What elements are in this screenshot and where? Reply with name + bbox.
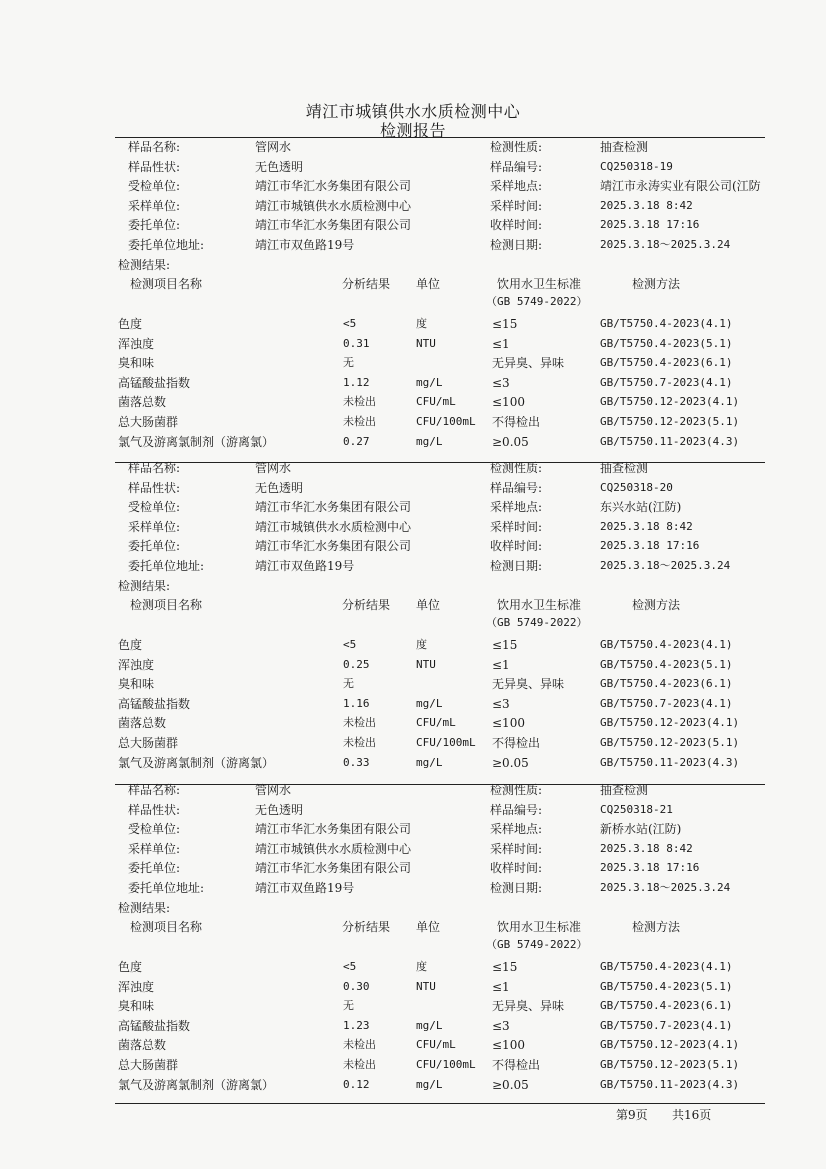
row-method: GB/T5750.11-2023(4.3) — [600, 756, 740, 769]
label-sampling-unit: 采样单位: — [128, 199, 181, 213]
row-unit: mg/L — [416, 376, 443, 389]
value-sampling-time: 2025.3.18 8:42 — [600, 520, 693, 533]
value-sample-no: CQ250318-20 — [600, 481, 673, 494]
row-result: 未检出 — [343, 1038, 376, 1051]
row-method: GB/T5750.4-2023(5.1) — [600, 980, 733, 993]
row-method: GB/T5750.4-2023(6.1) — [600, 999, 733, 1012]
row-unit: CFU/mL — [416, 716, 456, 729]
row-standard: ≥0.05 — [492, 1078, 529, 1092]
row-unit: mg/L — [416, 1019, 443, 1032]
row-standard: ≥0.05 — [492, 435, 529, 449]
label-inspected-unit: 受检单位: — [128, 500, 181, 514]
row-result: 1.23 — [343, 1019, 370, 1032]
label-sampling-site: 采样地点: — [490, 822, 543, 836]
row-result: 0.12 — [343, 1078, 370, 1091]
value-test-type: 抽查检测 — [600, 783, 649, 797]
label-sample-state: 样品性状: — [128, 481, 181, 495]
row-unit: CFU/100mL — [416, 736, 476, 749]
value-test-date: 2025.3.18～2025.3.24 — [600, 559, 731, 572]
row-standard: ≤15 — [492, 960, 518, 974]
row-result: <5 — [343, 960, 357, 973]
label-test-date: 检测日期: — [490, 238, 543, 252]
row-item: 浑浊度 — [118, 658, 155, 672]
row-result: 无 — [343, 999, 354, 1012]
col-header-std: 饮用水卫生标准 — [497, 598, 582, 612]
col-header-unit: 单位 — [416, 920, 441, 934]
value-sample-name: 管网水 — [255, 140, 292, 154]
value-sample-state: 无色透明 — [255, 481, 304, 495]
row-result: 1.16 — [343, 697, 370, 710]
label-commission-address: 委托单位地址: — [128, 559, 205, 573]
label-sample-no: 样品编号: — [490, 160, 543, 174]
row-standard: ≤1 — [492, 980, 510, 994]
row-unit: 度 — [416, 638, 427, 651]
label-commission-unit: 委托单位: — [128, 539, 181, 553]
results-label: 检测结果: — [118, 579, 171, 593]
col-header-method: 检测方法 — [632, 920, 681, 934]
row-item: 总大肠菌群 — [118, 1058, 179, 1072]
row-item: 总大肠菌群 — [118, 736, 179, 750]
row-standard: ≤3 — [492, 376, 510, 390]
label-sampling-time: 采样时间: — [490, 842, 543, 856]
row-result: 0.33 — [343, 756, 370, 769]
row-unit: CFU/100mL — [416, 415, 476, 428]
label-sampling-unit: 采样单位: — [128, 842, 181, 856]
col-header-result: 分析结果 — [342, 598, 391, 612]
value-sample-no: CQ250318-19 — [600, 160, 673, 173]
page-total: 共16页 — [672, 1108, 712, 1122]
col-header-item: 检测项目名称 — [130, 598, 203, 612]
value-commission-address: 靖江市双鱼路19号 — [255, 238, 355, 252]
value-sampling-unit: 靖江市城镇供水水质检测中心 — [255, 520, 412, 534]
row-item: 色度 — [118, 638, 143, 652]
header-divider — [115, 137, 765, 138]
row-unit: CFU/mL — [416, 395, 456, 408]
value-inspected-unit: 靖江市华汇水务集团有限公司 — [255, 500, 412, 514]
value-commission-address: 靖江市双鱼路19号 — [255, 559, 355, 573]
col-header-std-ref: （GB 5749-2022） — [486, 938, 588, 951]
label-commission-address: 委托单位地址: — [128, 238, 205, 252]
value-commission-unit: 靖江市华汇水务集团有限公司 — [255, 539, 412, 553]
row-standard: ≤1 — [492, 337, 510, 351]
results-label: 检测结果: — [118, 901, 171, 915]
row-method: GB/T5750.4-2023(5.1) — [600, 658, 733, 671]
row-standard: ≤15 — [492, 317, 518, 331]
row-method: GB/T5750.11-2023(4.3) — [600, 435, 740, 448]
row-result: 未检出 — [343, 716, 376, 729]
row-unit: NTU — [416, 337, 436, 350]
label-sample-name: 样品名称: — [128, 140, 181, 154]
row-standard: ≤15 — [492, 638, 518, 652]
row-standard: 无异臭、异味 — [492, 677, 565, 691]
row-standard: ≤100 — [492, 716, 525, 730]
row-item: 浑浊度 — [118, 337, 155, 351]
row-method: GB/T5750.11-2023(4.3) — [600, 1078, 740, 1091]
label-receive-time: 收样时间: — [490, 861, 543, 875]
label-inspected-unit: 受检单位: — [128, 179, 181, 193]
row-standard: ≤1 — [492, 658, 510, 672]
col-header-result: 分析结果 — [342, 277, 391, 291]
value-test-type: 抽查检测 — [600, 140, 649, 154]
row-standard: ≤100 — [492, 1038, 525, 1052]
page-number: 第9页 — [616, 1108, 648, 1122]
value-inspected-unit: 靖江市华汇水务集团有限公司 — [255, 179, 412, 193]
row-item: 色度 — [118, 317, 143, 331]
row-item: 高锰酸盐指数 — [118, 376, 191, 390]
label-sampling-unit: 采样单位: — [128, 520, 181, 534]
row-item: 臭和味 — [118, 677, 155, 691]
row-unit: CFU/100mL — [416, 1058, 476, 1071]
row-result: <5 — [343, 317, 357, 330]
label-sampling-time: 采样时间: — [490, 520, 543, 534]
row-method: GB/T5750.12-2023(5.1) — [600, 736, 740, 749]
label-test-type: 检测性质: — [490, 461, 543, 475]
value-receive-time: 2025.3.18 17:16 — [600, 861, 700, 874]
row-item: 高锰酸盐指数 — [118, 697, 191, 711]
value-sampling-site: 靖江市永涛实业有限公司(江防 — [600, 179, 761, 193]
row-unit: 度 — [416, 960, 427, 973]
row-unit: mg/L — [416, 435, 443, 448]
row-unit: mg/L — [416, 697, 443, 710]
row-result: 无 — [343, 356, 354, 369]
col-header-item: 检测项目名称 — [130, 920, 203, 934]
col-header-item: 检测项目名称 — [130, 277, 203, 291]
row-result: 0.27 — [343, 435, 370, 448]
value-sampling-site: 东兴水站(江防) — [600, 500, 682, 514]
value-sample-no: CQ250318-21 — [600, 803, 673, 816]
row-standard: 不得检出 — [492, 1058, 541, 1072]
label-sample-no: 样品编号: — [490, 481, 543, 495]
label-sample-no: 样品编号: — [490, 803, 543, 817]
row-result: 未检出 — [343, 1058, 376, 1071]
label-commission-address: 委托单位地址: — [128, 881, 205, 895]
label-sampling-site: 采样地点: — [490, 179, 543, 193]
row-item: 臭和味 — [118, 356, 155, 370]
row-method: GB/T5750.7-2023(4.1) — [600, 697, 733, 710]
row-standard: ≥0.05 — [492, 756, 529, 770]
row-item: 氯气及游离氯制剂（游离氯） — [118, 1078, 275, 1092]
value-commission-unit: 靖江市华汇水务集团有限公司 — [255, 218, 412, 232]
row-item: 色度 — [118, 960, 143, 974]
col-header-unit: 单位 — [416, 598, 441, 612]
row-method: GB/T5750.4-2023(4.1) — [600, 960, 733, 973]
value-sample-name: 管网水 — [255, 461, 292, 475]
value-test-date: 2025.3.18～2025.3.24 — [600, 238, 731, 251]
label-test-type: 检测性质: — [490, 140, 543, 154]
col-header-std-ref: （GB 5749-2022） — [486, 616, 588, 629]
col-header-std: 饮用水卫生标准 — [497, 277, 582, 291]
label-test-date: 检测日期: — [490, 881, 543, 895]
label-sampling-time: 采样时间: — [490, 199, 543, 213]
row-result: 0.25 — [343, 658, 370, 671]
row-method: GB/T5750.4-2023(4.1) — [600, 317, 733, 330]
row-unit: mg/L — [416, 1078, 443, 1091]
value-sampling-unit: 靖江市城镇供水水质检测中心 — [255, 842, 412, 856]
row-item: 菌落总数 — [118, 395, 167, 409]
row-method: GB/T5750.4-2023(5.1) — [600, 337, 733, 350]
value-receive-time: 2025.3.18 17:16 — [600, 539, 700, 552]
value-sampling-time: 2025.3.18 8:42 — [600, 199, 693, 212]
row-unit: NTU — [416, 980, 436, 993]
row-method: GB/T5750.7-2023(4.1) — [600, 376, 733, 389]
label-sample-name: 样品名称: — [128, 461, 181, 475]
value-commission-address: 靖江市双鱼路19号 — [255, 881, 355, 895]
label-sample-state: 样品性状: — [128, 160, 181, 174]
row-method: GB/T5750.4-2023(4.1) — [600, 638, 733, 651]
sample-divider — [115, 462, 765, 463]
row-standard: ≤100 — [492, 395, 525, 409]
row-item: 浑浊度 — [118, 980, 155, 994]
label-commission-unit: 委托单位: — [128, 861, 181, 875]
row-standard: 无异臭、异味 — [492, 356, 565, 370]
row-result: 无 — [343, 677, 354, 690]
row-result: 未检出 — [343, 415, 376, 428]
row-result: 1.12 — [343, 376, 370, 389]
value-sample-state: 无色透明 — [255, 803, 304, 817]
label-sampling-site: 采样地点: — [490, 500, 543, 514]
value-sampling-time: 2025.3.18 8:42 — [600, 842, 693, 855]
footer-divider — [115, 1103, 765, 1104]
row-item: 氯气及游离氯制剂（游离氯） — [118, 435, 275, 449]
row-item: 总大肠菌群 — [118, 415, 179, 429]
row-standard: 不得检出 — [492, 415, 541, 429]
org-title: 靖江市城镇供水水质检测中心 — [305, 102, 521, 121]
row-result: 未检出 — [343, 395, 376, 408]
results-label: 检测结果: — [118, 258, 171, 272]
row-standard: 无异臭、异味 — [492, 999, 565, 1013]
row-method: GB/T5750.12-2023(5.1) — [600, 415, 740, 428]
col-header-std-ref: （GB 5749-2022） — [486, 295, 588, 308]
value-receive-time: 2025.3.18 17:16 — [600, 218, 700, 231]
col-header-result: 分析结果 — [342, 920, 391, 934]
value-test-date: 2025.3.18～2025.3.24 — [600, 881, 731, 894]
row-item: 菌落总数 — [118, 716, 167, 730]
label-receive-time: 收样时间: — [490, 218, 543, 232]
label-sample-name: 样品名称: — [128, 783, 181, 797]
row-unit: 度 — [416, 317, 427, 330]
row-item: 高锰酸盐指数 — [118, 1019, 191, 1033]
value-sampling-site: 新桥水站(江防) — [600, 822, 682, 836]
row-result: 未检出 — [343, 736, 376, 749]
value-sample-state: 无色透明 — [255, 160, 304, 174]
col-header-std: 饮用水卫生标准 — [497, 920, 582, 934]
value-test-type: 抽查检测 — [600, 461, 649, 475]
label-sample-state: 样品性状: — [128, 803, 181, 817]
label-commission-unit: 委托单位: — [128, 218, 181, 232]
label-test-type: 检测性质: — [490, 783, 543, 797]
row-method: GB/T5750.4-2023(6.1) — [600, 356, 733, 369]
row-item: 氯气及游离氯制剂（游离氯） — [118, 756, 275, 770]
row-standard: 不得检出 — [492, 736, 541, 750]
row-item: 菌落总数 — [118, 1038, 167, 1052]
row-unit: mg/L — [416, 756, 443, 769]
report-title: 检测报告 — [379, 121, 446, 140]
row-method: GB/T5750.12-2023(4.1) — [600, 395, 740, 408]
row-result: 0.30 — [343, 980, 370, 993]
col-header-method: 检测方法 — [632, 598, 681, 612]
row-standard: ≤3 — [492, 1019, 510, 1033]
row-method: GB/T5750.12-2023(4.1) — [600, 716, 740, 729]
label-receive-time: 收样时间: — [490, 539, 543, 553]
row-method: GB/T5750.12-2023(4.1) — [600, 1038, 740, 1051]
label-inspected-unit: 受检单位: — [128, 822, 181, 836]
row-method: GB/T5750.7-2023(4.1) — [600, 1019, 733, 1032]
value-commission-unit: 靖江市华汇水务集团有限公司 — [255, 861, 412, 875]
label-test-date: 检测日期: — [490, 559, 543, 573]
sample-divider — [115, 784, 765, 785]
col-header-method: 检测方法 — [632, 277, 681, 291]
row-unit: CFU/mL — [416, 1038, 456, 1051]
col-header-unit: 单位 — [416, 277, 441, 291]
row-standard: ≤3 — [492, 697, 510, 711]
value-sample-name: 管网水 — [255, 783, 292, 797]
row-method: GB/T5750.12-2023(5.1) — [600, 1058, 740, 1071]
value-inspected-unit: 靖江市华汇水务集团有限公司 — [255, 822, 412, 836]
row-item: 臭和味 — [118, 999, 155, 1013]
row-result: <5 — [343, 638, 357, 651]
row-method: GB/T5750.4-2023(6.1) — [600, 677, 733, 690]
row-result: 0.31 — [343, 337, 370, 350]
value-sampling-unit: 靖江市城镇供水水质检测中心 — [255, 199, 412, 213]
row-unit: NTU — [416, 658, 436, 671]
